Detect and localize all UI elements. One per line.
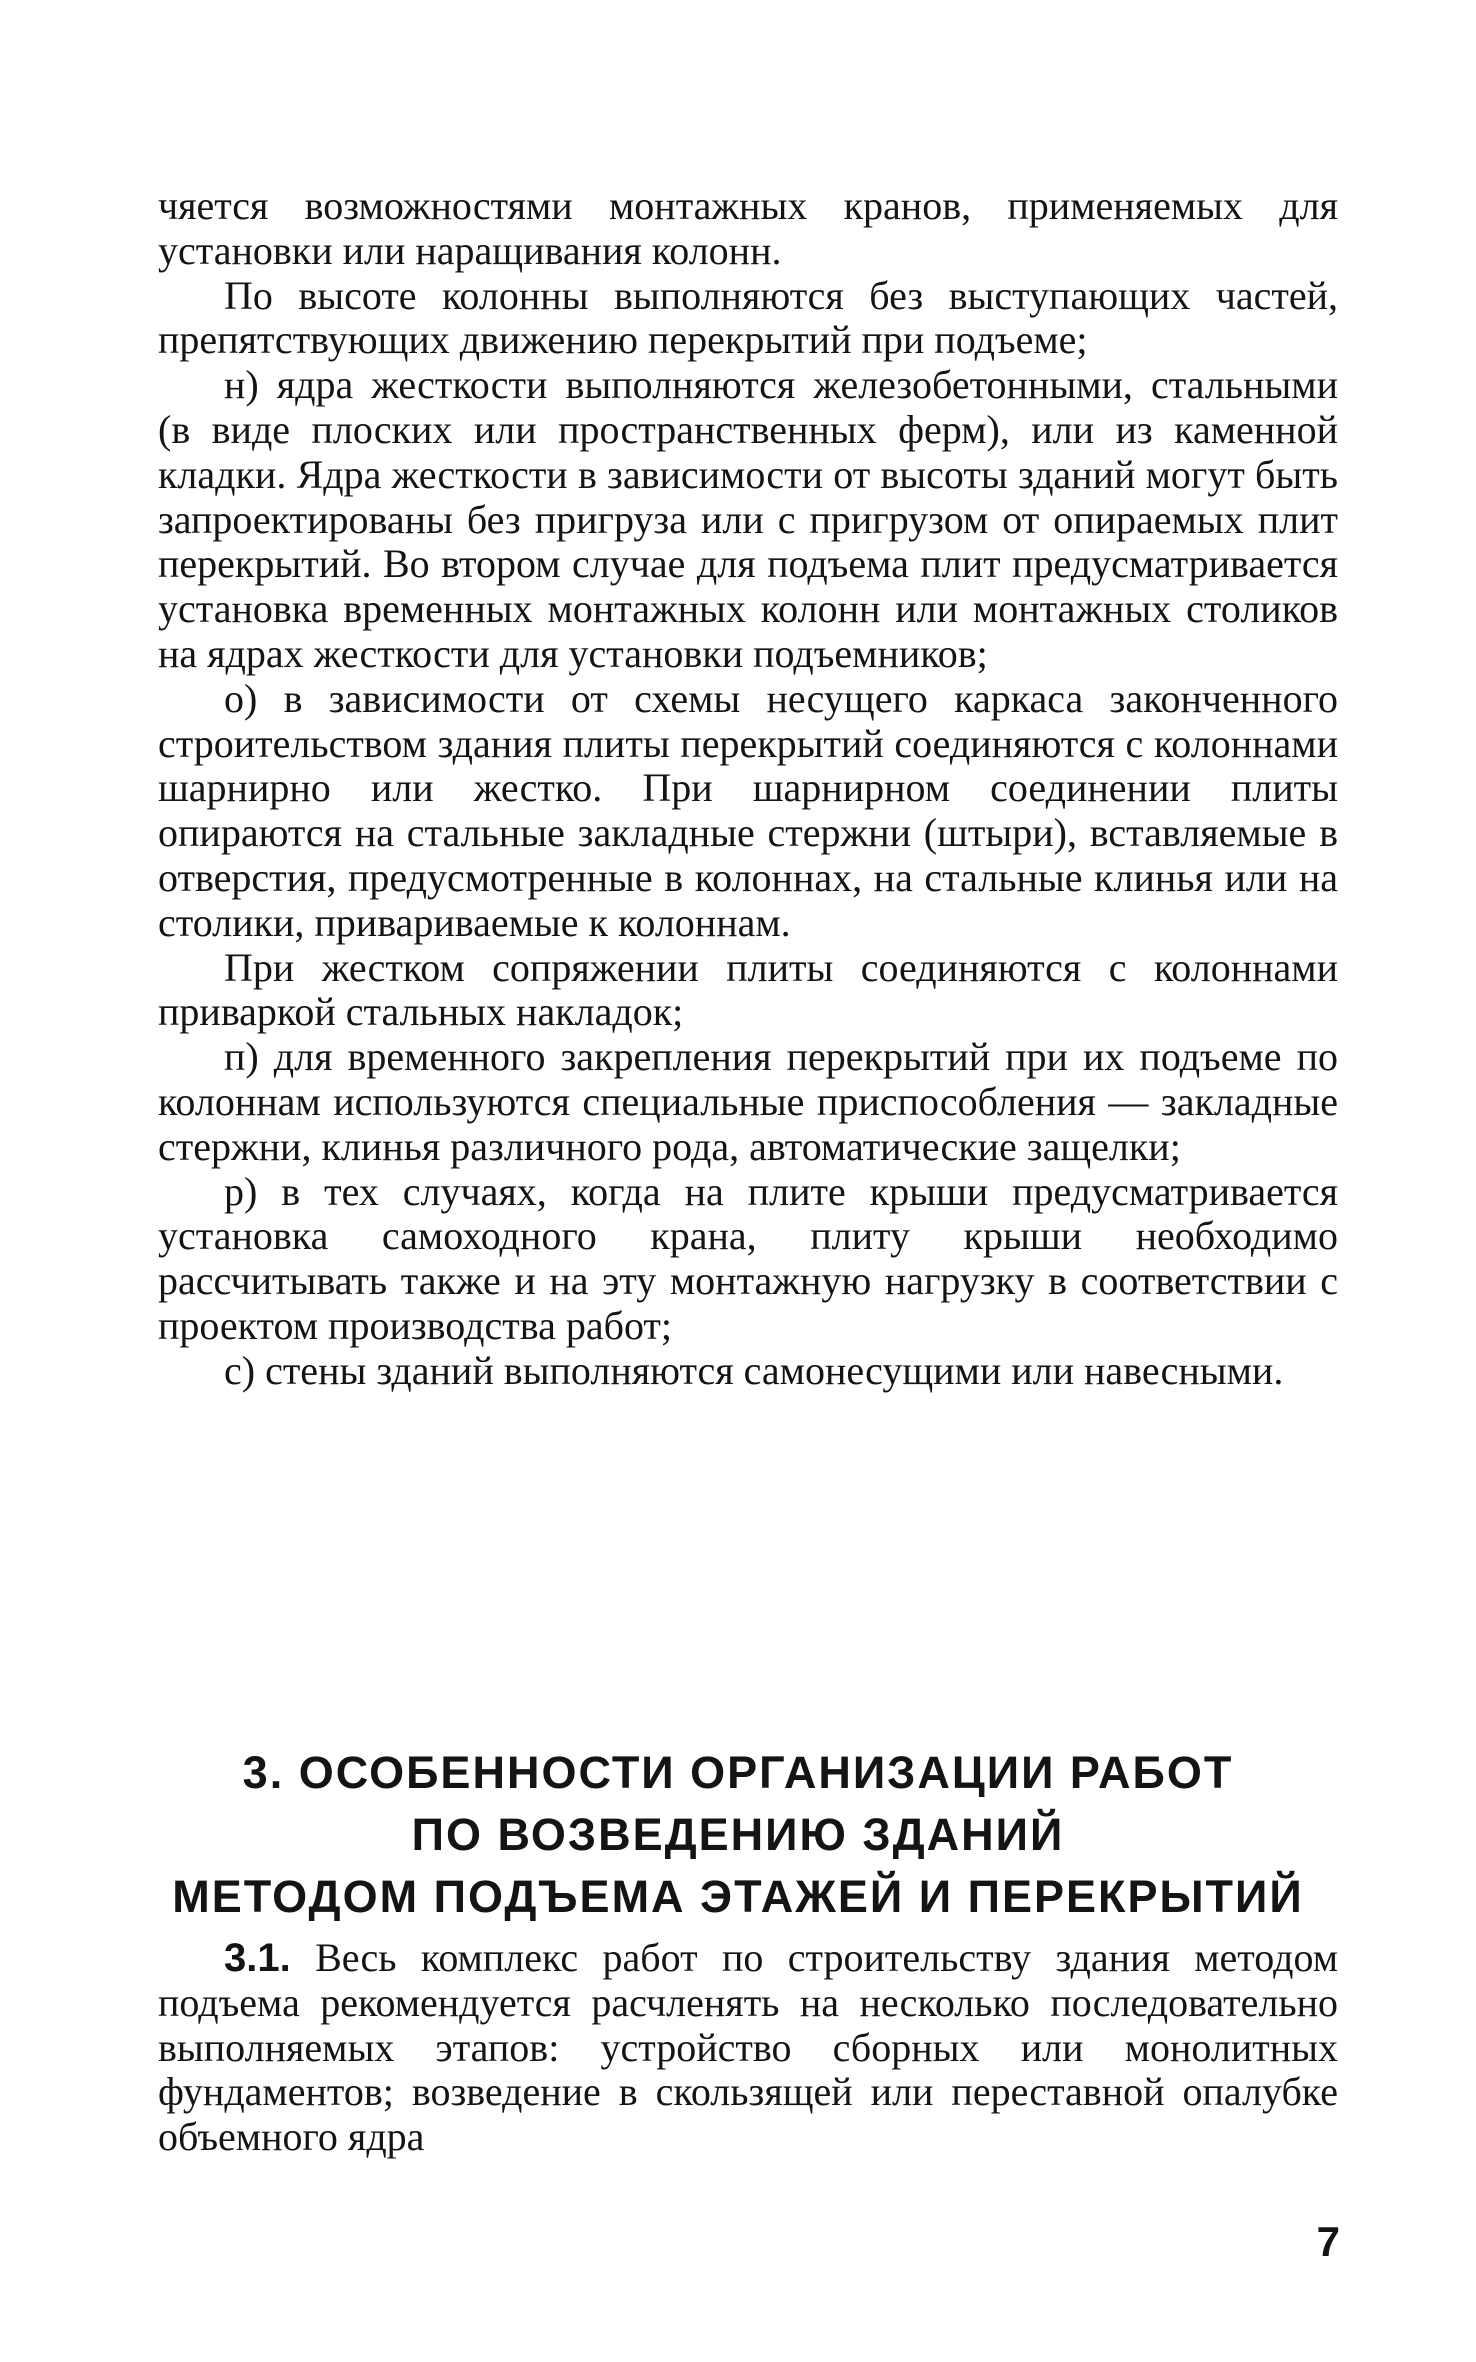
heading-line: ПО ВОЗВЕДЕНИЮ ЗДАНИЙ [411, 1809, 1065, 1860]
heading-line: МЕТОДОМ ПОДЪЕМА ЭТАЖЕЙ И ПЕРЕКРЫТИЙ [172, 1871, 1304, 1922]
list-item-r: р) в тех случаях, когда на плите крыши предусматривается установка самоходного крана, плиту крыши необходимо рассчитывать также и на эту монтажную нагрузку в соответствии с проектом производства работ; [158, 1168, 1338, 1348]
page-number: 7 [1316, 2218, 1340, 2265]
list-item-o: о) в зависимости от схемы несущего каркаса законченного строительством здания плиты перекрытий соединяются с колоннами шарнирно или жестко. При шарнирном соединении плиты опираются на стальные закладные стержни (штыри), вставляемые в отверстия, предусмотренные в колоннах, на стальные клинья или на столики, привариваемые к колоннам. [158, 675, 1338, 945]
paragraph-continuation: чяется возможностями монтажных кранов, применяемых для установки или наращивания колонн. [158, 183, 1338, 273]
paragraph-3-1 [158, 1936, 1338, 2160]
clause-text: Весь комплекс работ по строительству здания методом подъема рекомендуется расчленять на несколько последовательно выполняемых этапов: устройство сборных или монолитных фундаментов; возведение в скользящей или переставной опалубке объемного ядра [158, 1935, 1339, 2160]
paragraph: При жестком сопряжении плиты соединяются с колоннами приваркой стальных накладок; [158, 944, 1338, 1035]
list-item-s: с) стены зданий выполняются самонесущими или навесными. [224, 1347, 1284, 1393]
clause-number: 3.1. [224, 1936, 291, 1980]
paragraph: По высоте колонны выполняются без выступающих частей, препятствующих движению перекрытий при подъеме; [158, 272, 1338, 363]
body-text [158, 184, 1338, 1394]
section-3-1 [158, 1936, 1338, 2160]
list-item-p: п) для временного закрепления перекрытий при их подъеме по колоннам используются специальные приспособления — закладные стержни, клинья различного рода, автоматические защелки; [158, 1034, 1338, 1169]
list-item-n: н) ядра жесткости выполняются железобетонными, стальными (в виде плоских или пространственных ферм), или из каменной кладки. Ядра жесткости в зависимости от высоты зданий могут быть запроектированы без пригруза или с пригрузом от опираемых плит перекрытий. Во втором случае для подъема плит предусматривается установка временных монтажных колонн или монтажных столиков на ядрах жесткости для установки подъемников; [158, 362, 1338, 676]
section-heading [120, 1742, 1356, 1928]
heading-line: 3. ОСОБЕННОСТИ ОРГАНИЗАЦИИ РАБОТ [242, 1747, 1234, 1798]
